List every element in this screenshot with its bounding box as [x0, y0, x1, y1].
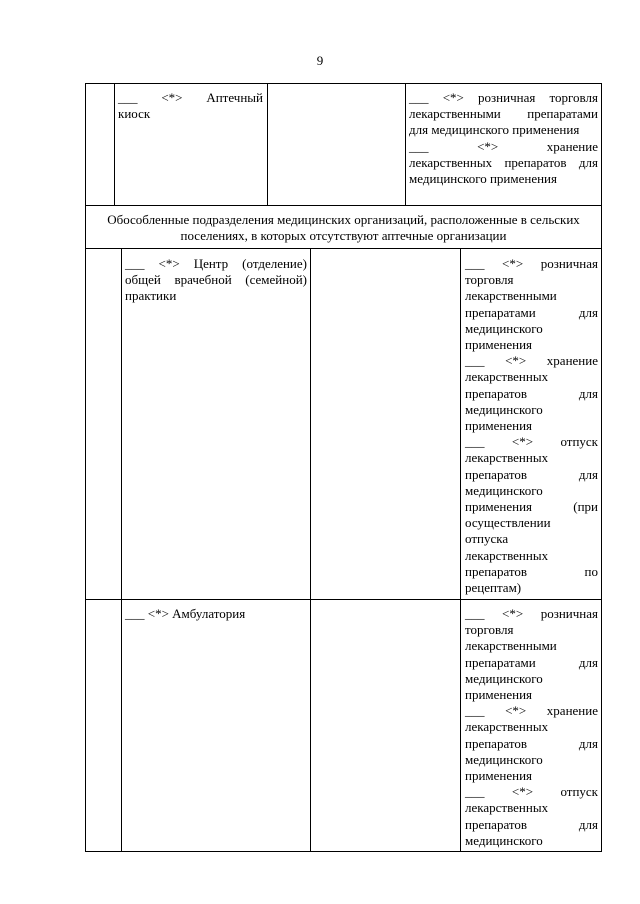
- row1-facility-type: [118, 90, 263, 122]
- row3-activity-line-2: торговля: [465, 622, 514, 638]
- row2-facility-line-1: ___ <*> Центр (отделение): [125, 256, 307, 271]
- rows23-col-divider-2: [310, 248, 311, 851]
- row3-activity-line-12: ___ <*> отпуск: [465, 784, 598, 800]
- section-header-line-2: поселениях, в которых отсутствуют аптечные организации: [180, 228, 507, 244]
- row2-activity-line-13: лекарственных: [465, 450, 549, 466]
- row3-activity-line-13: лекарственных: [465, 800, 549, 816]
- row3-activity-line-10: медицинского: [465, 751, 543, 767]
- row1-facility-line-1: ___ <*> Аптечный: [118, 90, 263, 105]
- row2-activity-line-17: осуществлении: [465, 515, 551, 531]
- row2-activity-line-5: медицинского: [465, 320, 543, 336]
- row2-activity-line-6: применения: [465, 337, 533, 353]
- row3-activity-line-14: препаратов для: [465, 816, 598, 832]
- row1-activity-line-1: ___ <*> розничная торговля: [409, 90, 598, 105]
- row1-col-divider-3: [405, 83, 406, 205]
- row2-activity-line-8: лекарственных: [465, 369, 549, 385]
- row1-activity-line-5: лекарственных препаратов для: [409, 154, 598, 170]
- row2-facility-line-2: общей врачебной (семейной): [125, 272, 307, 288]
- row2-activity-line-3: лекарственными: [465, 288, 557, 304]
- table-left-border: [85, 83, 86, 851]
- row3-activity-line-3: лекарственными: [465, 638, 557, 654]
- row2-activity-line-9: препаратов для: [465, 385, 598, 401]
- row3-activity-line-7: ___ <*> хранение: [465, 703, 598, 719]
- row1-activity-line-2: лекарственными препаратами: [409, 106, 598, 122]
- table-bottom-border: [85, 851, 602, 852]
- row2-activity-line-2: торговля: [465, 272, 514, 288]
- table-top-border: [85, 83, 602, 84]
- row2-activity-line-14: препаратов для: [465, 466, 598, 482]
- row3-activity-line-11: применения: [465, 768, 533, 784]
- row3-facility-line-1: ___ <*> Амбулатория: [125, 606, 246, 621]
- row2-activities: [465, 256, 598, 596]
- row1-bottom-border: [85, 205, 602, 206]
- row2-facility-line-3: практики: [125, 288, 177, 304]
- row2-activity-line-21: рецептам): [465, 580, 522, 596]
- row2-activity-line-15: медицинского: [465, 482, 543, 498]
- row3-activity-line-5: медицинского: [465, 670, 543, 686]
- section-header: [86, 212, 601, 244]
- table-right-border: [601, 83, 602, 851]
- row2-activity-line-11: применения: [465, 418, 533, 434]
- row2-activity-line-18: отпуска: [465, 531, 509, 547]
- row1-activity-line-4: ___ <*> хранение: [409, 138, 598, 154]
- row2-bottom-border: [85, 599, 602, 600]
- row1-activities: [409, 90, 598, 187]
- row3-activity-line-9: препаратов для: [465, 735, 598, 751]
- row3-activities: [465, 606, 598, 849]
- row1-activity-line-6: медицинского применения: [409, 171, 557, 187]
- row1-col-divider-1: [114, 83, 115, 205]
- row3-activity-line-6: применения: [465, 687, 533, 703]
- row3-activity-line-15: медицинского: [465, 832, 543, 848]
- row2-facility-type: [125, 256, 307, 305]
- row3-activity-line-8: лекарственных: [465, 719, 549, 735]
- row2-activity-line-10: медицинского: [465, 401, 543, 417]
- row2-activity-line-1: ___ <*> розничная: [465, 256, 598, 271]
- rows23-col-divider-3: [460, 248, 461, 851]
- row3-activity-line-4: препаратами для: [465, 654, 598, 670]
- section-header-line-1: Обособленные подразделения медицинских организаций, расположенные в сельских: [107, 212, 580, 227]
- row1-activity-line-3: для медицинского применения: [409, 122, 580, 138]
- row2-activity-line-4: препаратами для: [465, 304, 598, 320]
- row2-activity-line-7: ___ <*> хранение: [465, 353, 598, 369]
- row3-facility-type: [125, 606, 307, 622]
- row1-facility-line-2: киоск: [118, 106, 151, 122]
- row1-col-divider-2: [267, 83, 268, 205]
- row3-activity-line-1: ___ <*> розничная: [465, 606, 598, 621]
- row2-activity-line-19: лекарственных: [465, 547, 549, 563]
- row2-activity-line-16: применения (при: [465, 499, 598, 515]
- row2-activity-line-20: препаратов по: [465, 563, 598, 579]
- rows23-col-divider-1: [121, 248, 122, 851]
- section-header-bottom-border: [85, 248, 602, 249]
- row2-activity-line-12: ___ <*> отпуск: [465, 434, 598, 450]
- page-number: 9: [316, 53, 324, 68]
